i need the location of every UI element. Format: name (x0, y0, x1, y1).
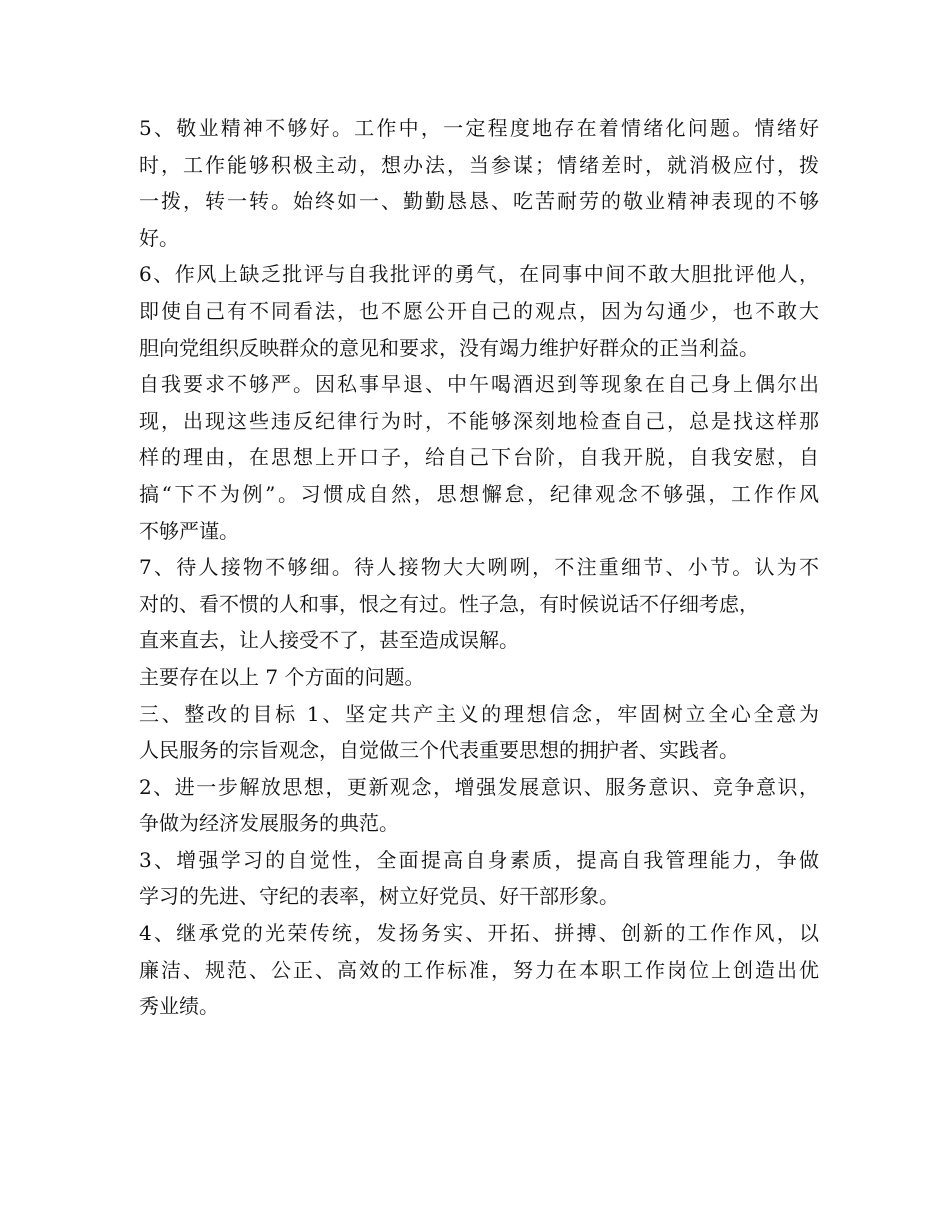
text-line: 廉洁、规范、公正、高效的工作标准，努力在本职工作岗位上创造出优 (139, 957, 819, 982)
text-line: 不够严谨。 (139, 518, 239, 543)
text-line: 即使自己有不同看法，也不愿公开自己的观点，因为勾通少，也不敢大 (139, 298, 819, 323)
text-line: 对的、看不惯的人和事，恨之有过。性子急，有时候说话不仔细考虑， (139, 591, 759, 616)
text-line: 主要存在以上 7 个方面的问题。 (139, 664, 425, 689)
text-line: 直来直去，让人接受不了，甚至造成误解。 (139, 628, 519, 653)
text-line: 5、敬业精神不够好。工作中，一定程度地存在着情绪化问题。情绪好 (139, 116, 819, 140)
text-line: 4、继承党的光荣传统，发扬务实、开拓、拼搏、创新的工作作风，以 (139, 921, 819, 946)
text-line: 学习的先进、守纪的表率，树立好党员、好干部形象。 (139, 884, 619, 909)
text-line: 7、待人接物不够细。待人接物大大咧咧，不注重细节、小节。认为不 (139, 555, 819, 580)
text-line: 样的理由，在思想上开口子，给自己下台阶，自我开脱，自我安慰，自 (139, 445, 819, 470)
text-line: 秀业绩。 (139, 994, 219, 1019)
text-line: 自我要求不够严。因私事早退、中午喝酒迟到等现象在自己身上偶尔出 (139, 372, 819, 397)
text-line: 胆向党组织反映群众的意见和要求，没有竭力维护好群众的正当利益。 (139, 335, 759, 360)
text-line: 搞“下不为例”。习惯成自然，思想懈怠，纪律观念不够强，工作作风 (139, 481, 819, 506)
text-line: 三、整改的目标 1、坚定共产主义的理想信念，牢固树立全心全意为 (139, 701, 819, 726)
text-line: 好。 (139, 225, 179, 250)
text-line: 6、作风上缺乏批评与自我批评的勇气，在同事中间不敢大胆批评他人， (139, 262, 819, 287)
text-line: 争做为经济发展服务的典范。 (139, 811, 399, 836)
text-line: 时，工作能够积极主动，想办法，当参谋；情绪差时，就消极应付，拨 (139, 152, 819, 177)
text-line: 3、增强学习的自觉性，全面提高自身素质，提高自我管理能力，争做 (139, 847, 819, 872)
text-line: 人民服务的宗旨观念，自觉做三个代表重要思想的拥护者、实践者。 (139, 738, 739, 763)
text-line: 2、进一步解放思想，更新观念，增强发展意识、服务意识、竞争意识， (139, 774, 819, 799)
text-line: 一拨，转一转。始终如一、勤勤恳恳、吃苦耐劳的敬业精神表现的不够 (139, 189, 819, 214)
text-line: 现，出现这些违反纪律行为时，不能够深刻地检查自己，总是找这样那 (139, 408, 819, 433)
document-body (139, 110, 819, 1025)
